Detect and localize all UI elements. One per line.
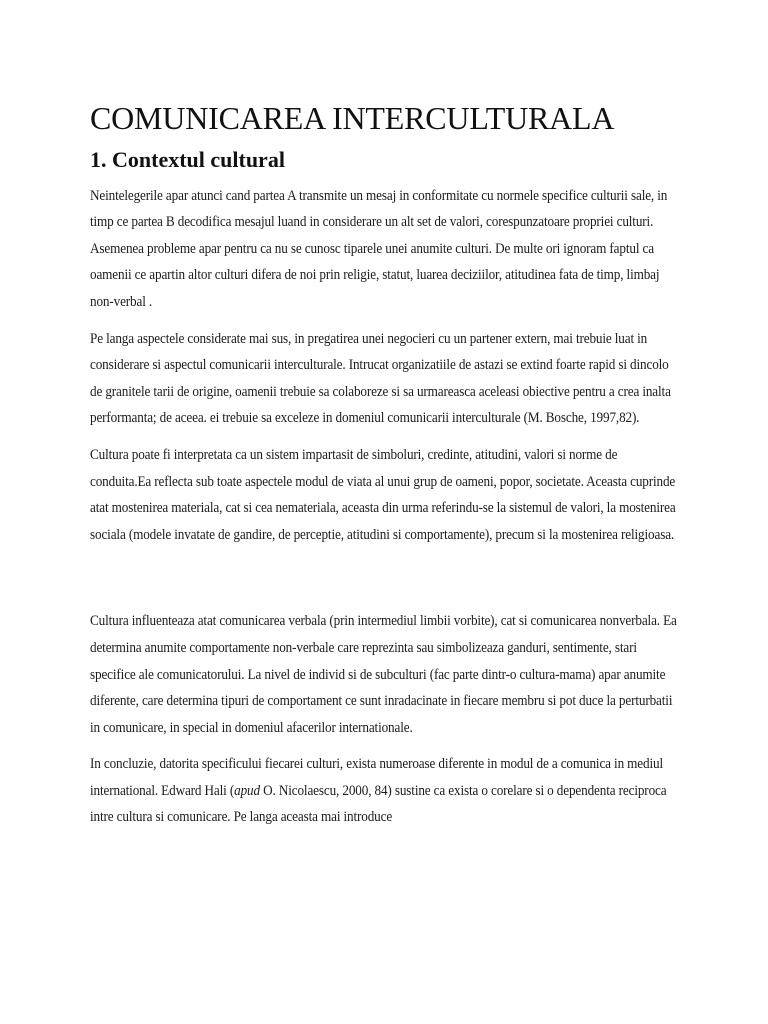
paragraph-5-italic-apud: apud	[234, 782, 260, 799]
paragraph-5	[90, 751, 679, 831]
paragraph-5-text-start: In concluzie, datorita specificului fiecarei culturi, exista numeroase diferente in modul de a comunica in mediul international. Edward Hali (	[90, 756, 663, 799]
paragraph-4: Cultura influenteaza atat comunicarea verbala (prin intermediul limbii vorbite), cat si comunicarea nonverbala. Ea determina anumite comportamente non-verbale care reprezinta sau simbolizeaza ganduri, sentimente, stari specifice ale comunicatorului. La nivel de individ si de subculturi (fac parte dintr-o cultura-mama) apar anumite diferente, care determina tipuri de comportament ce sunt inradacinate in fiecare membru si pot duce la perturbatii in comunicare, in special in domeniul afacerilor internationale.	[90, 613, 677, 736]
paragraph-2: Pe langa aspectele considerate mai sus, in pregatirea unei negocieri cu un partener extern, mai trebuie luat in considerare si aspectul comunicarii interculturale. Intrucat organizatiile de astazi se extind foarte rapid si dincolo de granitele tarii de origine, oamenii trebuie sa colaboreze si sa urmareasca aceleasi obiective pentru a crea inalta performanta; de aceea. ei trebuie sa exceleze in domeniul comunicarii interculturale (M. Bosche, 1997,82).	[90, 330, 671, 427]
section-heading: 1. Contextul cultural	[90, 147, 285, 172]
paragraph-1: Neintelegerile apar atunci cand partea A transmite un mesaj in conformitate cu normele specifice culturii sale, in timp ce partea B decodifica mesajul luand in considerare un alt set de valori, corespunzatoare propriei culturi. Asemenea probleme apar pentru ca nu se cunosc tiparele unei anumite culturi. De multe ori ignoram faptul ca oamenii ce apartin altor culturi difera de noi prin religie, statut, luarea deciziilor, atitudinea fata de timp, limbaj non-verbal .	[90, 187, 668, 310]
paragraph-3: Cultura poate fi interpretata ca un sistem impartasit de simboluri, credinte, atitudini, valori si norme de conduita.Ea reflecta sub toate aspectele modul de viata al unui grup de oameni, popor, societate. Aceasta cuprinde atat mostenirea materiala, cat si cea nemateriala, aceasta din urma referindu-se la sistemul de valori, la mostenirea sociala (modele invatate de gandire, de perceptie, atitudini si comportamente), precum si la mostenirea religioasa.	[90, 446, 676, 543]
paragraph-5-text-end: O. Nicolaescu, 2000, 84) sustine ca exista o corelare si o dependenta reciproca intre cultura si comunicare. Pe langa aceasta mai introduce	[90, 782, 667, 826]
document-title: COMUNICAREA INTERCULTURALA	[90, 100, 615, 136]
